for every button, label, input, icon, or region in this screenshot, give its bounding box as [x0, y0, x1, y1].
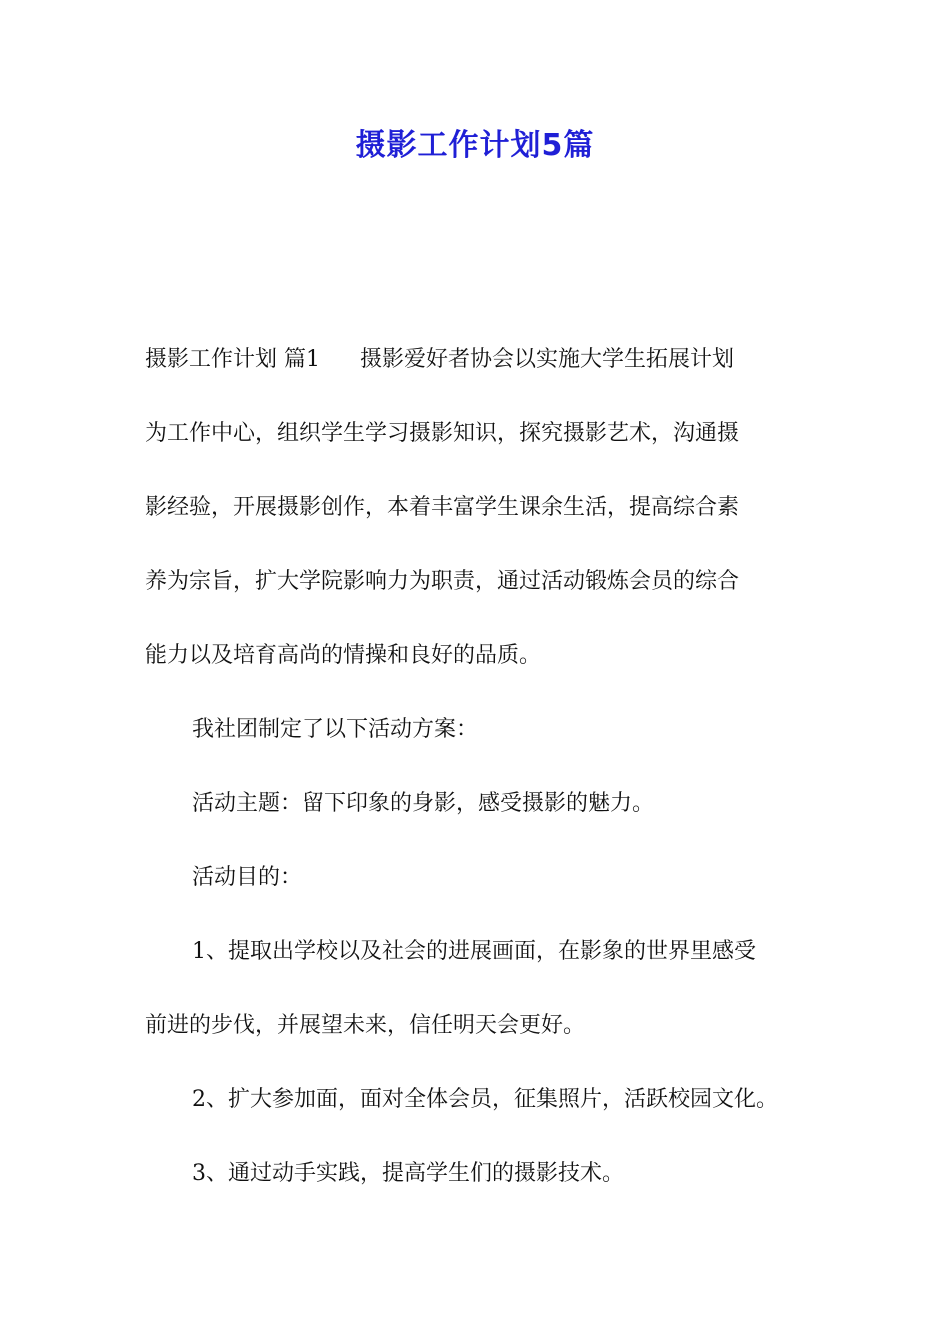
document-title: 摄影工作计划5篇	[355, 128, 595, 163]
paragraph-line-2: 为工作中心，组织学生学习摄影知识，探究摄影艺术，沟通摄	[145, 421, 740, 446]
section-heading: 摄影工作计划 篇1	[145, 347, 320, 372]
paragraph-line-10: 前进的步伐，并展望未来，信任明天会更好。	[145, 1013, 586, 1038]
paragraph-line-1	[145, 347, 734, 373]
paragraph-line-8: 活动目的：	[192, 865, 303, 890]
paragraph-line-11: 2、扩大参加面，面对全体会员，征集照片，活跃校园文化。	[192, 1087, 778, 1112]
paragraph-line-7: 活动主题：留下印象的身影，感受摄影的魅力。	[192, 791, 655, 816]
paragraph-line-4: 养为宗旨，扩大学院影响力为职责，通过活动锻炼会员的综合	[145, 569, 740, 594]
paragraph-line-9: 1、提取出学校以及社会的进展画面，在影象的世界里感受	[192, 939, 756, 964]
paragraph-text: 摄影爱好者协会以实施大学生拓展计划	[360, 347, 735, 372]
paragraph-line-5: 能力以及培育高尚的情操和良好的品质。	[145, 643, 542, 668]
paragraph-line-3: 影经验，开展摄影创作，本着丰富学生课余生活，提高综合素	[145, 495, 740, 520]
paragraph-line-6: 我社团制定了以下活动方案：	[192, 717, 479, 742]
paragraph-line-12: 3、通过动手实践，提高学生们的摄影技术。	[192, 1161, 624, 1186]
